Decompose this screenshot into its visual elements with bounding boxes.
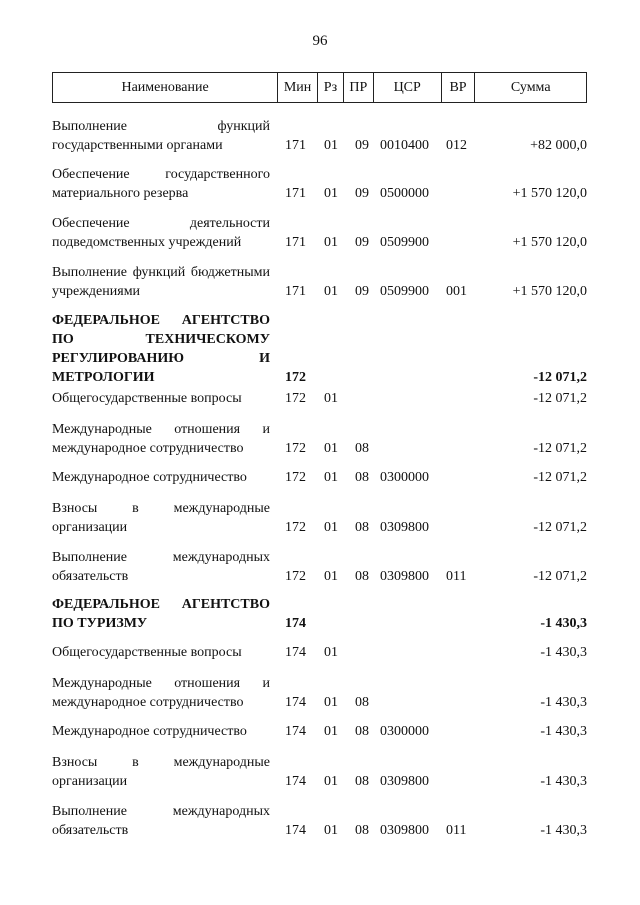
row-csr: 0300000 xyxy=(380,470,429,485)
row-name: Выполнение функций бюджетными учреждениями xyxy=(52,265,270,299)
row-rz: 01 xyxy=(324,823,338,838)
row-rz: 01 xyxy=(324,774,338,789)
row-rz: 01 xyxy=(324,186,338,201)
row-min: 171 xyxy=(285,235,306,250)
row-rz: 01 xyxy=(324,520,338,535)
header-name: Наименование xyxy=(53,73,278,102)
row-sum: -1 430,3 xyxy=(540,823,587,838)
row-name: Взносы в международные организации xyxy=(52,501,270,535)
row-rz: 01 xyxy=(324,724,338,739)
row-sum: -12 071,2 xyxy=(533,441,587,456)
table-row xyxy=(52,674,587,712)
table-row xyxy=(52,389,587,408)
row-sum: -1 430,3 xyxy=(540,724,587,739)
row-sum: +82 000,0 xyxy=(530,138,587,153)
row-min: 174 xyxy=(285,724,306,739)
row-csr: 0500000 xyxy=(380,186,429,201)
row-rz: 01 xyxy=(324,284,338,299)
row-csr: 0010400 xyxy=(380,138,429,153)
row-sum: -1 430,3 xyxy=(540,695,587,710)
header-vr: ВР xyxy=(442,73,476,102)
row-pr: 08 xyxy=(355,823,369,838)
row-rz: 01 xyxy=(324,569,338,584)
header-csr: ЦСР xyxy=(374,73,442,102)
table-header xyxy=(52,72,587,103)
row-min: 172 xyxy=(285,391,306,406)
row-name: Обеспечение деятельности подведомственных учреждений xyxy=(52,216,270,250)
row-pr: 08 xyxy=(355,441,369,456)
row-min: 174 xyxy=(285,823,306,838)
row-min: 171 xyxy=(285,138,306,153)
row-min: 172 xyxy=(285,370,306,385)
row-name: ФЕДЕРАЛЬНОЕ АГЕНТСТВО ПО ТУРИЗМУ xyxy=(52,597,270,631)
row-sum: +1 570 120,0 xyxy=(512,186,587,201)
row-min: 172 xyxy=(285,569,306,584)
table-row xyxy=(52,548,587,586)
row-rz: 01 xyxy=(324,235,338,250)
table-row xyxy=(52,165,587,203)
header-sum: Сумма xyxy=(510,79,551,95)
table-row xyxy=(52,263,587,301)
row-name: Международные отношения и международное сотрудничество xyxy=(52,676,270,710)
row-name: Международное сотрудничество xyxy=(52,470,247,485)
row-sum: -12 071,2 xyxy=(533,370,587,385)
row-csr: 0509900 xyxy=(380,284,429,299)
table-row xyxy=(52,595,587,633)
row-csr: 0309800 xyxy=(380,569,429,584)
table-row xyxy=(52,214,587,252)
row-pr: 08 xyxy=(355,695,369,710)
row-name: ФЕДЕРАЛЬНОЕ АГЕНТСТВО ПО ТЕХНИЧЕСКОМУ РЕГУЛИРОВАНИЮ И МЕТРОЛОГИИ xyxy=(52,313,270,385)
row-min: 174 xyxy=(285,616,306,631)
row-name: Международное сотрудничество xyxy=(52,724,247,739)
row-name: Обеспечение государственного материального резерва xyxy=(52,167,270,201)
row-csr: 0509900 xyxy=(380,235,429,250)
row-sum: +1 570 120,0 xyxy=(512,235,587,250)
header-min: Мин xyxy=(278,73,318,102)
row-rz: 01 xyxy=(324,695,338,710)
row-pr: 09 xyxy=(355,186,369,201)
row-name: Общегосударственные вопросы xyxy=(52,645,242,660)
row-pr: 08 xyxy=(355,724,369,739)
header-rz: Рз xyxy=(318,73,344,102)
row-csr: 0309800 xyxy=(380,823,429,838)
row-rz: 01 xyxy=(324,645,338,660)
row-sum: -12 071,2 xyxy=(533,520,587,535)
row-csr: 0309800 xyxy=(380,520,429,535)
table-row xyxy=(52,722,587,741)
row-pr: 09 xyxy=(355,235,369,250)
row-min: 174 xyxy=(285,645,306,660)
row-name: Выполнение международных обязательств xyxy=(52,550,270,584)
row-name: Выполнение международных обязательств xyxy=(52,804,270,838)
row-pr: 08 xyxy=(355,774,369,789)
table-row xyxy=(52,753,587,791)
row-min: 172 xyxy=(285,470,306,485)
row-rz: 01 xyxy=(324,391,338,406)
table-row xyxy=(52,643,587,662)
row-sum: -12 071,2 xyxy=(533,391,587,406)
table-row xyxy=(52,311,587,387)
row-name: Взносы в международные организации xyxy=(52,755,270,789)
row-pr: 08 xyxy=(355,470,369,485)
table-row xyxy=(52,499,587,537)
row-sum: -1 430,3 xyxy=(540,645,587,660)
table-row xyxy=(52,117,587,155)
row-rz: 01 xyxy=(324,441,338,456)
row-name: Общегосударственные вопросы xyxy=(52,391,242,406)
header-pr: ПР xyxy=(344,73,374,102)
row-min: 174 xyxy=(285,695,306,710)
row-min: 172 xyxy=(285,441,306,456)
row-sum: +1 570 120,0 xyxy=(512,284,587,299)
row-sum: -12 071,2 xyxy=(533,569,587,584)
table-row xyxy=(52,420,587,458)
row-csr: 0309800 xyxy=(380,774,429,789)
row-sum: -1 430,3 xyxy=(540,774,587,789)
row-min: 174 xyxy=(285,774,306,789)
table-row xyxy=(52,468,587,487)
row-sum: -12 071,2 xyxy=(533,470,587,485)
row-sum: -1 430,3 xyxy=(540,616,587,631)
row-vr: 011 xyxy=(446,569,467,584)
row-pr: 08 xyxy=(355,520,369,535)
row-pr: 08 xyxy=(355,569,369,584)
row-pr: 09 xyxy=(355,138,369,153)
row-min: 172 xyxy=(285,520,306,535)
row-name: Выполнение функций государственными органами xyxy=(52,119,270,153)
row-name: Международные отношения и международное сотрудничество xyxy=(52,422,270,456)
row-pr: 09 xyxy=(355,284,369,299)
row-rz: 01 xyxy=(324,470,338,485)
row-min: 171 xyxy=(285,186,306,201)
row-vr: 012 xyxy=(446,138,467,153)
row-csr: 0300000 xyxy=(380,724,429,739)
row-rz: 01 xyxy=(324,138,338,153)
row-min: 171 xyxy=(285,284,306,299)
row-vr: 001 xyxy=(446,284,467,299)
page-number: 96 xyxy=(312,33,328,49)
row-vr: 011 xyxy=(446,823,467,838)
table-row xyxy=(52,802,587,840)
